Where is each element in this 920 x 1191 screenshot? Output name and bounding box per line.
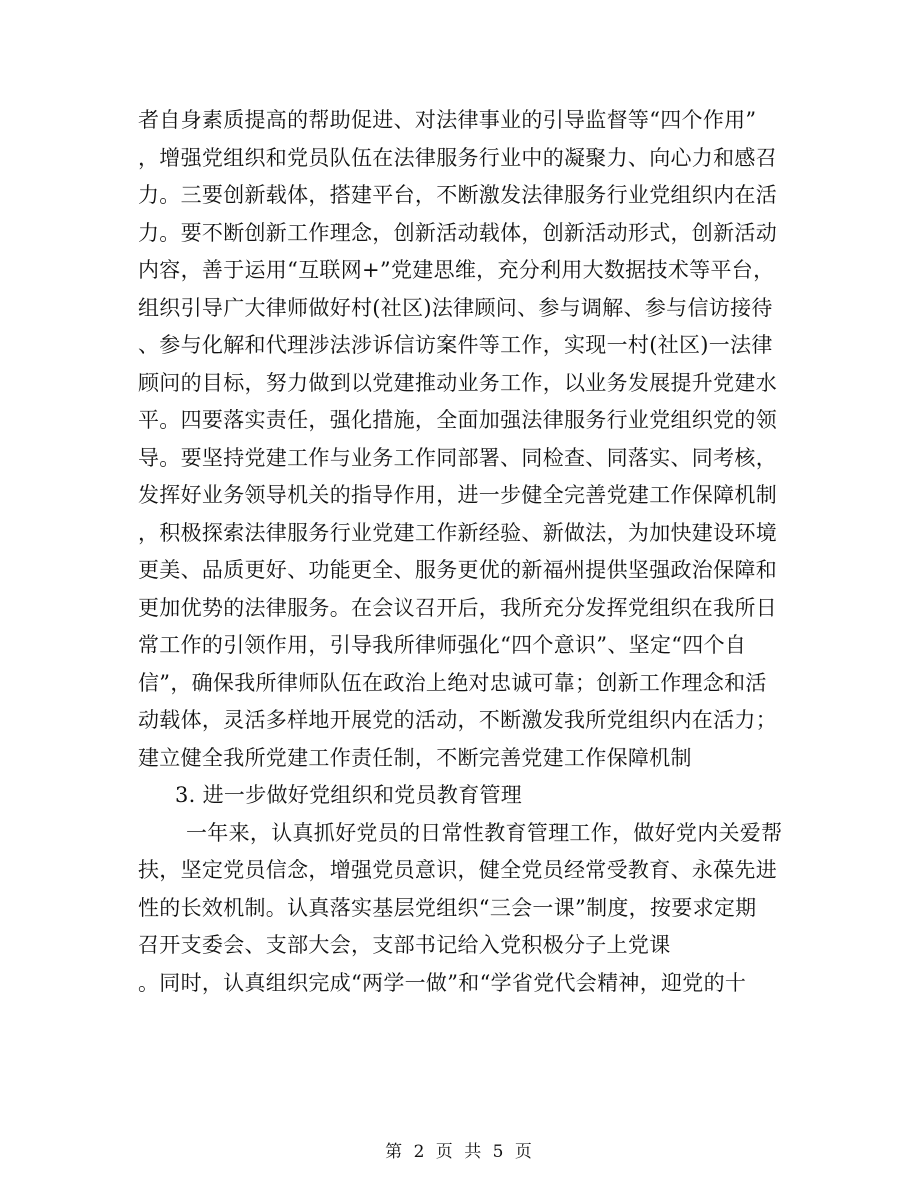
body-text-line: 导。要坚持党建工作与业务工作同部署、同检查、同落实、同考核， xyxy=(138,446,777,470)
body-text-line: 常工作的引领作用，引导我所律师强化“四个意识”、坚定“四个自 xyxy=(138,633,747,657)
body-text-line: 信”，确保我所律师队伍在政治上绝对忠诚可靠；创新工作理念和活 xyxy=(138,671,767,695)
body-text-line: 更加优势的法律服务。在会议召开后，我所充分发挥党组织在我所日 xyxy=(138,596,777,620)
body-text-line: 动载体，灵活多样地开展党的活动，不断激发我所党组织内在活力； xyxy=(138,708,777,732)
body-text-line: 建立健全我所党建工作责任制，不断完善党建工作保障机制 xyxy=(138,746,692,770)
body-text-line: ，积极探索法律服务行业党建工作新经验、新做法，为加快建设环境 xyxy=(138,521,777,545)
body-text-line: 发挥好业务领导机关的指导作用，进一步健全完善党建工作保障机制 xyxy=(138,483,777,507)
page-number-footer: 第 2 页 共 5 页 xyxy=(385,1142,535,1162)
body-text-line: 召开支委会、支部大会，支部书记给入党积极分子上党课 xyxy=(138,933,671,957)
body-text-line: 组织引导广大律师做好村(社区)法律顾问、参与调解、参与信访接待 xyxy=(138,296,773,320)
body-text-line: 力。三要创新载体，搭建平台，不断激发法律服务行业党组织内在活 xyxy=(138,183,777,207)
body-text-line: 性的长效机制。认真落实基层党组织“三会一课”制度，按要求定期 xyxy=(138,896,757,920)
body-text-line: 、参与化解和代理涉法涉诉信访案件等工作，实现一村(社区)一法律 xyxy=(138,333,773,357)
body-text-line: 者自身素质提高的帮助促进、对法律事业的引导监督等“四个作用” xyxy=(138,108,757,132)
body-text-line: 更美、品质更好、功能更全、服务更优的新福州提供坚强政治保障和 xyxy=(138,558,777,582)
section-heading: 3. 进一步做好党组织和党员教育管理 xyxy=(175,783,523,807)
body-text-line: 一年来，认真抓好党员的日常性教育管理工作，做好党内关爱帮 xyxy=(186,821,783,845)
body-text-line: 顾问的目标，努力做到以党建推动业务工作，以业务发展提升党建水 xyxy=(138,371,777,395)
body-text-line: 平。四要落实责任，强化措施，全面加强法律服务行业党组织党的领 xyxy=(138,408,777,432)
body-text-line: 扶，坚定党员信念，增强党员意识，健全党员经常受教育、永葆先进 xyxy=(138,858,777,882)
body-text-line: ，增强党组织和党员队伍在法律服务行业中的凝聚力、向心力和感召 xyxy=(138,146,777,170)
body-text-line: 。同时，认真组织完成“两学一做”和“学省党代会精神，迎党的十 xyxy=(138,971,747,995)
body-text-line: 力。要不断创新工作理念，创新活动载体，创新活动形式，创新活动 xyxy=(138,221,777,245)
body-text-line: 内容，善于运用“互联网+”党建思维，充分利用大数据技术等平台， xyxy=(138,258,775,282)
